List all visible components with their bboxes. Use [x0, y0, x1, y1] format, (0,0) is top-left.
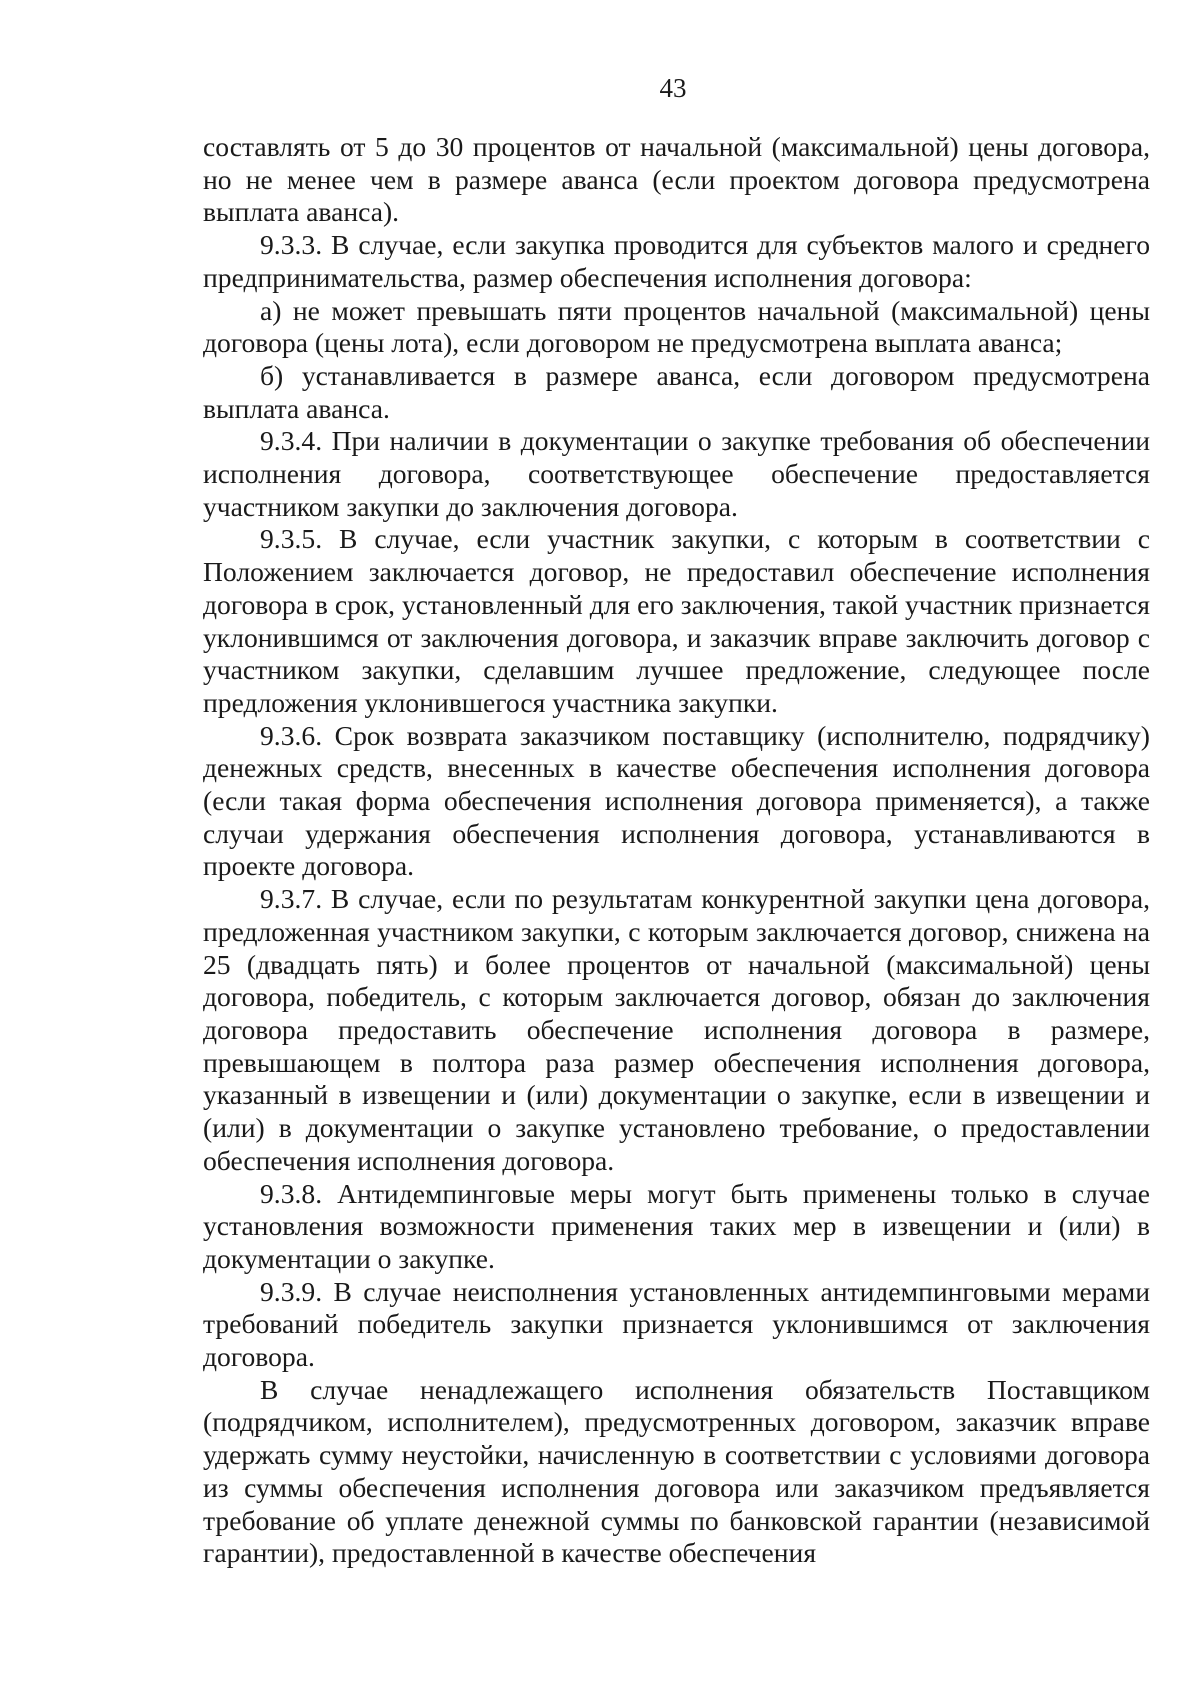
paragraph-9-3-6: 9.3.6. Срок возврата заказчиком поставщику (исполнителю, подрядчику) денежных средств, внесенных в качестве обеспечения исполнения договора (если такая форма обеспечения исполнения договора применяется), а также случаи удержания обеспечения исполнения договора, устанавливаются в проекте договора.: [203, 719, 1150, 882]
paragraph-continuation: составлять от 5 до 30 процентов от начальной (максимальной) цены договора, но не менее чем в размере аванса (если проектом договора предусмотрена выплата аванса).: [203, 131, 1150, 228]
paragraph-9-3-3-b: б) устанавливается в размере аванса, если договором предусмотрена выплата аванса.: [203, 359, 1150, 424]
paragraph-9-3-8: 9.3.8. Антидемпинговые меры могут быть применены только в случае установления возможности применения таких мер в извещении и (или) в документации о закупке.: [203, 1177, 1150, 1274]
document-body: [203, 131, 1150, 1570]
paragraph-9-3-3: 9.3.3. В случае, если закупка проводится для субъектов малого и среднего предпринимательства, размер обеспечения исполнения договора:: [203, 229, 1150, 293]
paragraph-9-3-4: 9.3.4. При наличии в документации о закупке требования об обеспечении исполнения договора, соответствующее обеспечение предоставляется участником закупки до заключения договора.: [203, 425, 1150, 522]
paragraph-9-3-3-a: а) не может превышать пяти процентов начальной (максимальной) цены договора (цены лота), если договором не предусмотрена выплата аванса;: [203, 294, 1150, 359]
page-number: 43: [659, 73, 687, 103]
paragraph-9-3-7: 9.3.7. В случае, если по результатам конкурентной закупки цена договора, предложенная участником закупки, с которым заключается договор, снижена на 25 (двадцать пять) и более процентов от начальной (максимальной) цены договора, победитель, с которым заключается договор, обязан до заключения договора предоставить обеспечение исполнения договора в размере, превышающем в полтора раза размер обеспечения исполнения договора, указанный в извещении и (или) документации о закупке, если в извещении и (или) в документации о закупке установлено требование, о предоставлении обеспечения исполнения договора.: [203, 883, 1150, 1176]
paragraph-9-3-9: 9.3.9. В случае неисполнения установленных антидемпинговыми мерами требований победитель закупки признается уклонившимся от заключения договора.: [203, 1275, 1150, 1373]
paragraph-penalty: В случае ненадлежащего исполнения обязательств Поставщиком (подрядчиком, исполнителем), предусмотренных договором, заказчик вправе удержать сумму неустойки, начисленную в соответствии с условиями договора из суммы обеспечения исполнения договора или заказчиком предъявляется требование об уплате денежной суммы по банковской гарантии (независимой гарантии), предоставленной в качестве обеспечения: [203, 1373, 1150, 1569]
paragraph-9-3-5: 9.3.5. В случае, если участник закупки, с которым в соответствии с Положением заключается договор, не предоставил обеспечение исполнения договора в срок, установленный для его заключения, такой участник признается уклонившимся от заключения договора, и заказчик вправе заключить договор с участником закупки, сделавшим лучшее предложение, следующее после предложения уклонившегося участника закупки.: [203, 523, 1150, 718]
